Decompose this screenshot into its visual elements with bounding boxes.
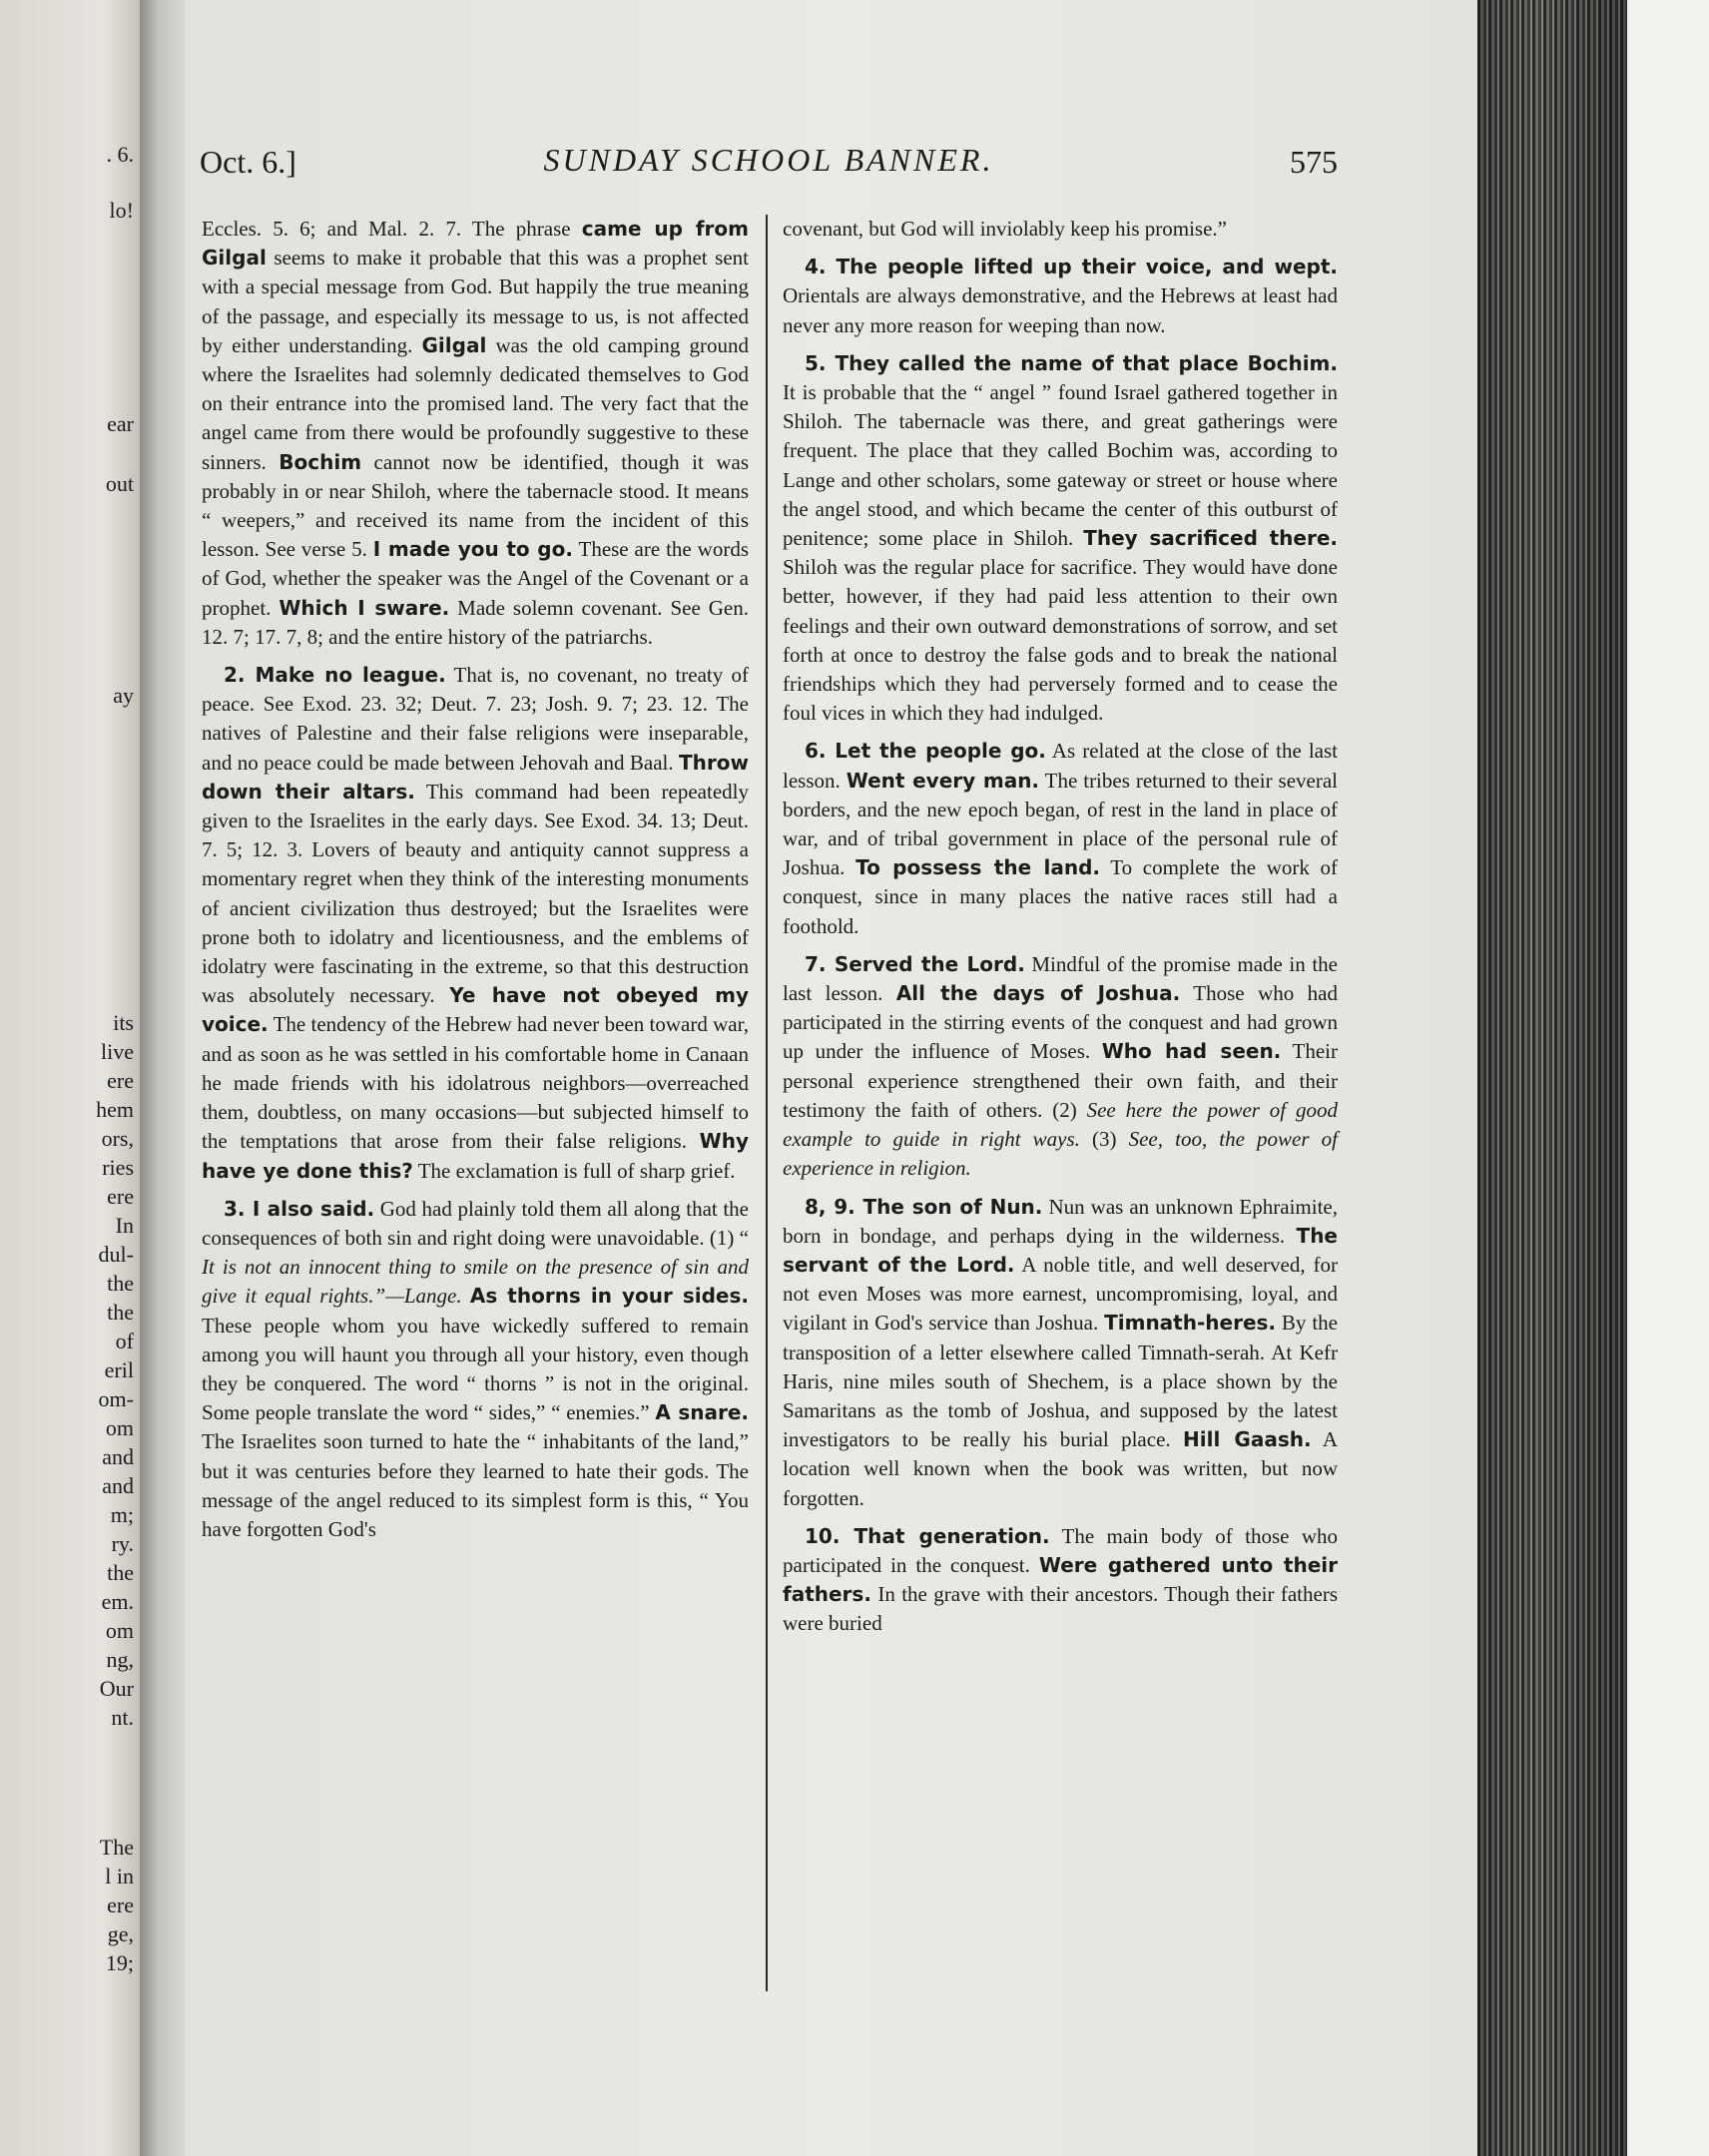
fragment-line: nt.: [111, 1705, 134, 1730]
fragment-line: om-: [98, 1386, 134, 1411]
fragment-line: the: [107, 1300, 134, 1325]
running-header: [200, 140, 1338, 190]
fragment-line: hem: [96, 1097, 134, 1122]
fragment-line: om: [105, 1415, 134, 1440]
book-gutter: [140, 0, 188, 2156]
fragment-line: In: [115, 1213, 134, 1238]
fragment-line: ries: [102, 1155, 134, 1180]
adjacent-page-fragment: [0, 0, 148, 2156]
fragment-line: its: [113, 1010, 134, 1035]
periodical-title: SUNDAY SCHOOL BANNER.: [543, 142, 994, 178]
left-column: [202, 215, 749, 1544]
paragraph-verse-6: 6. Let the people go. As related at the close of the last lesson. Went every man. The tribes returned to their several borders, and the new epoch began, of rest in the land in place of war, and of tribal government in place of the personal rule of Joshua. To possess the land. To complete the work of conquest, since in many places the native races still had a foothold.: [783, 739, 1339, 938]
paragraph-verse-3: 3. I also said. God had plainly told them all along that the consequences of both sin and right doing were unavoidable. (1) “ It is not an innocent thing to smile on the presence of sin and give it equal rights.”—Lange. As thorns in your sides. These people whom you have wickedly suffered to remain among you will haunt you through all your history, even though they be conquered. The word “ thorns ” is not in the original. Some people translate the word “ sides,” “ enemies.” A snare. The Israelites soon turned to hate the “ inhabitants of the land,” but it was centuries before they learned to hate their gods. The message of the angel reduced to its simplest form is this, “ You have forgotten God's: [202, 1196, 750, 1541]
fragment-line: and: [102, 1444, 134, 1469]
paragraph-verse-1: Eccles. 5. 6; and Mal. 2. 7. The phrase came up from Gilgal seems to make it probable that this was a prophet sent with a special message from God. But happily the true meaning of the passage, and especially its message to us, is not affected by either understanding. Gilgal was the old camping ground where the Israelites had solemnly dedicated themselves to God on their entrance into the promised land. The very fact that the angel came from there would be profoundly suggestive to these sinners. Bochim cannot now be identified, though it was probably in or near Shiloh, where the tabernacle stood. It means “ weepers,” and received its name from the incident of this lesson. See verse 5. I made you to go. These are the words of God, whether the speaker was the Angel of the Covenant or a prophet. Which I sware. Made solemn covenant. See Gen. 12. 7; 17. 7, 8; and the entire history of the patriarchs.: [202, 217, 750, 649]
fragment-line: Our: [99, 1676, 134, 1701]
fragment-line: om: [105, 1618, 134, 1643]
fragment-line: eril: [104, 1357, 134, 1382]
fragment-line: The: [99, 1835, 134, 1860]
fragment-line: l in: [105, 1864, 134, 1888]
fragment-line: ge,: [107, 1921, 134, 1946]
paragraph-verse-8-9: 8, 9. The son of Nun. Nun was an unknown Ephraimite, born in bondage, and perhaps dying in the wilderness. The servant of the Lord. A noble title, and well deserved, for not even Moses was more earnest, uncompromising, loyal, and vigilant in God's service than Joshua. Timnath-heres. By the transposition of a letter elsewhere called Timnath-serah. At Kefr Haris, nine miles south of Shechem, is a place shown by the Samaritans as the tomb of Joshua, and supposed by the latest investigators to be really his burial place. Hill Gaash. A location well known when the book was written, but now forgotten.: [783, 1194, 1338, 1510]
paragraph-continuation: covenant, but God will inviolably keep his promise.”: [783, 217, 1227, 241]
paragraph-verse-4: 4. The people lifted up their voice, and wept. Orientals are always demonstrative, and the Hebrews at least had never any more reason for weeping than now.: [783, 255, 1338, 337]
paragraph-verse-2: 2. Make no league. That is, no covenant, no treaty of peace. See Exod. 23. 32; Deut. 7. 23; Josh. 9. 7; 23. 12. The natives of Palestine and their false religions were inseparable, and no peace could be made between Jehovah and Baal. Throw down their altars. This command had been repeatedly given to the Israelites in the early days. See Exod. 34. 13; Deut. 7. 5; 12. 3. Lovers of beauty and antiquity cannot suppress a momentary regret when they think of the interesting monuments of ancient civilization thus destroyed; but the Israelites were prone both to idolatry and licentiousness, and the emblems of idolatry were fascinating in the extreme, so that this destruction was absolutely necessary. Ye have not obeyed my voice. The tendency of the Hebrew had never been toward war, and as soon as he was settled in his comfortable home in Canaan he made friends with his idolatrous neighbors—overreached them, doubtless, on many occasions—but subjected himself to the temptations that arose from their false religions. Why have ye done this? The exclamation is full of sharp grief.: [202, 663, 749, 1183]
fragment-line: ry.: [111, 1531, 134, 1556]
paragraph-verse-10: 10. That generation. The main body of those who participated in the conquest. Were gathered unto their fathers. In the grave with their ancestors. Though their fathers were buried: [783, 1523, 1338, 1636]
fragment-line: ere: [107, 1068, 134, 1093]
fragment-line: live: [101, 1039, 134, 1064]
fragment-line: ng,: [106, 1647, 134, 1672]
book-page-edges: [1477, 0, 1709, 2156]
fragment-line: . 6.: [106, 142, 134, 167]
right-column: [783, 215, 1338, 1639]
fragment-line: lo!: [109, 198, 134, 223]
fragment-line: ors,: [101, 1126, 134, 1151]
page-number: 575: [1290, 144, 1338, 180]
fragment-line: of: [115, 1329, 134, 1353]
fragment-line: and: [102, 1473, 134, 1498]
fragment-line: the: [107, 1271, 134, 1296]
fragment-line: m;: [110, 1502, 134, 1527]
fragment-line: ay: [113, 683, 134, 708]
page-edge-shade: [1477, 0, 1627, 2156]
fragment-line: ere: [107, 1892, 134, 1917]
paragraph-verse-7: 7. Served the Lord. Mindful of the promise made in the last lesson. All the days of Joshua. Those who had participated in the stirring events of the conquest and had grown up under the influence of Moses. Who had seen. Their personal experience strengthened their own faith, and their testimony the faith of others. (2) See here the power of good example to guide in right ways. (3) See, too, the power of experience in religion.: [783, 951, 1339, 1181]
issue-date: Oct. 6.]: [200, 144, 296, 180]
fragment-line: ere: [107, 1184, 134, 1209]
column-rule: [766, 215, 768, 1991]
fragment-line: 19;: [105, 1950, 134, 1975]
fragment-line: out: [105, 471, 134, 496]
fragment-line: the: [107, 1560, 134, 1585]
fragment-line: dul-: [98, 1242, 134, 1267]
fragment-line: ear: [107, 411, 134, 436]
paragraph-verse-5: 5. They called the name of that place Bochim. It is probable that the “ angel ” found Israel gathered together in Shiloh. The tabernacle was there, and great gatherings were frequent. The place that they called Bochim was, according to Lange and other scholars, some gateway or street or house where the angel stood, and which became the center of this outburst of penitence; some place in Shiloh. They sacrificed there. Shiloh was the regular place for sacrifice. They would have done better, however, if they had paid less attention to their own feelings and their own outward demonstrations of sorrow, and set forth at once to destroy the false gods and to break the national friendships which they had perversely formed and to cease the foul vices in which they had indulged.: [783, 350, 1338, 726]
fragment-line: em.: [101, 1589, 134, 1614]
